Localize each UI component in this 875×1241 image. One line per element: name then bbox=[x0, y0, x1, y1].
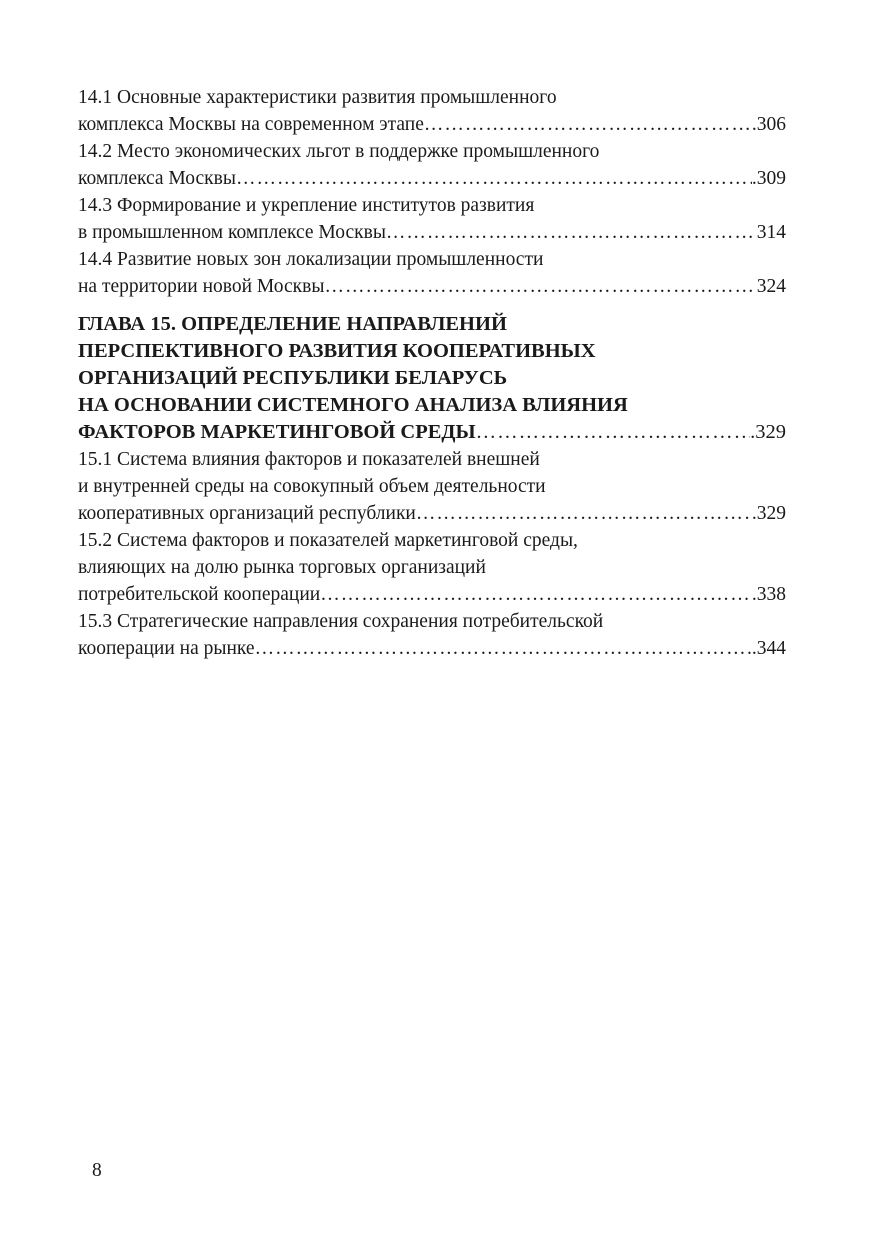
toc-entry-line: комплекса Москвы на современном этапе bbox=[78, 114, 424, 135]
toc-entry-line: 15.1 Система влияния факторов и показателей внешней bbox=[78, 449, 540, 470]
toc-page-number: 324 bbox=[756, 276, 786, 297]
toc-entry-15-3[interactable] bbox=[78, 608, 786, 662]
toc-entry-line: 14.1 Основные характеристики развития промышленного bbox=[78, 87, 557, 108]
dot-leader bbox=[255, 635, 747, 662]
chapter-title-line: ПЕРСПЕКТИВНОГО РАЗВИТИЯ КООПЕРАТИВНЫХ bbox=[78, 340, 596, 362]
chapter-title-line: ГЛАВА 15. ОПРЕДЕЛЕНИЕ НАПРАВЛЕНИЙ bbox=[78, 313, 507, 335]
toc-entry-line: 14.3 Формирование и укрепление институтов развития bbox=[78, 195, 535, 216]
dot-leader bbox=[424, 111, 752, 138]
toc-page-number: ..344 bbox=[747, 638, 786, 659]
toc-entry-line: 15.3 Стратегические направления сохранения потребительской bbox=[78, 611, 604, 632]
page-number: 8 bbox=[92, 1160, 102, 1181]
toc-page-number: 314 bbox=[756, 222, 786, 243]
dot-leader bbox=[416, 500, 752, 527]
dot-leader bbox=[236, 165, 752, 192]
chapter-title-line: ОРГАНИЗАЦИЙ РЕСПУБЛИКИ БЕЛАРУСЬ bbox=[78, 367, 508, 389]
toc-entry-line: влияющих на долю рынка торговых организаций bbox=[78, 557, 486, 578]
toc-page-number: .329 bbox=[751, 503, 786, 524]
toc-page-number: .309 bbox=[751, 168, 786, 189]
toc-entry-line: 14.2 Место экономических льгот в поддержке промышленного bbox=[78, 141, 600, 162]
toc-entry-14-4[interactable] bbox=[78, 246, 786, 300]
chapter-title-line: НА ОСНОВАНИИ СИСТЕМНОГО АНАЛИЗА ВЛИЯНИЯ bbox=[78, 394, 628, 416]
dot-leader bbox=[476, 419, 750, 446]
toc-entry-line: на территории новой Москвы bbox=[78, 276, 325, 297]
toc-entry-line: 14.4 Развитие новых зон локализации промышленности bbox=[78, 249, 544, 270]
toc-entry-14-1[interactable] bbox=[78, 84, 786, 138]
toc-page-number: .306 bbox=[751, 114, 786, 135]
table-of-contents bbox=[78, 84, 786, 662]
toc-entry-line: кооперативных организаций республики bbox=[78, 503, 416, 524]
toc-page-number: .329 bbox=[750, 421, 786, 443]
toc-entry-15-2[interactable] bbox=[78, 527, 786, 608]
dot-leader bbox=[386, 219, 757, 246]
toc-entry-line: 15.2 Система факторов и показателей маркетинговой среды, bbox=[78, 530, 578, 551]
toc-entry-15-1[interactable] bbox=[78, 446, 786, 527]
toc-entry-line: комплекса Москвы bbox=[78, 168, 236, 189]
dot-leader bbox=[324, 273, 756, 300]
toc-page-number: .338 bbox=[751, 584, 786, 605]
toc-entry-14-3[interactable] bbox=[78, 192, 786, 246]
toc-entry-line: кооперации на рынке bbox=[78, 638, 255, 659]
toc-entry-line: в промышленном комплексе Москвы bbox=[78, 222, 386, 243]
toc-entry-line: и внутренней среды на совокупный объем деятельности bbox=[78, 476, 546, 497]
toc-entry-14-2[interactable] bbox=[78, 138, 786, 192]
toc-entry-line: потребительской кооперации bbox=[78, 584, 321, 605]
toc-chapter-15[interactable] bbox=[78, 311, 786, 446]
dot-leader bbox=[320, 581, 752, 608]
chapter-title-line: ФАКТОРОВ МАРКЕТИНГОВОЙ СРЕДЫ bbox=[78, 421, 476, 443]
